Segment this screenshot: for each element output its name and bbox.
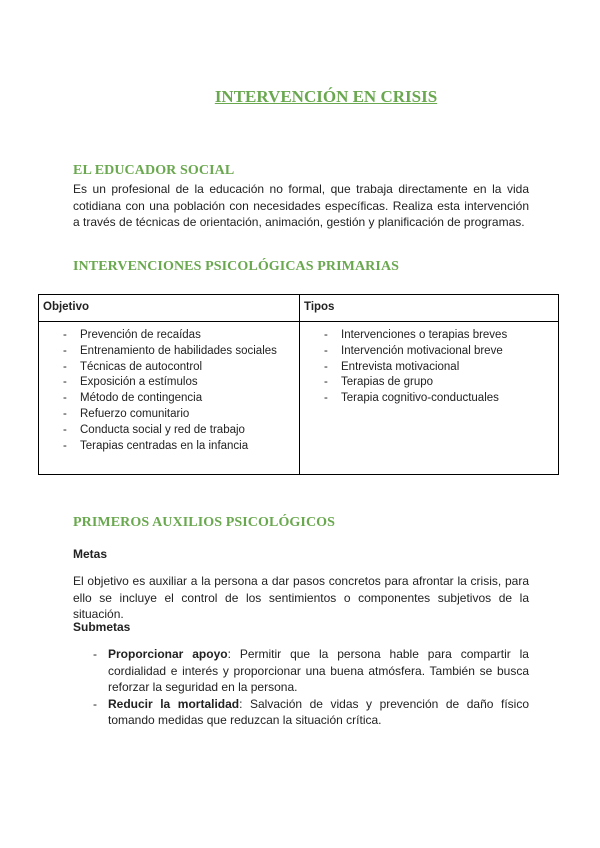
heading-educador-social: EL EDUCADOR SOCIAL bbox=[73, 163, 235, 178]
list-item: - Refuerzo comunitario bbox=[39, 407, 299, 423]
list-item: - Técnicas de autocontrol bbox=[39, 360, 299, 376]
submeta-text: : Salvación de vidas y prevención de daño físico tomando medidas que reduzcan la situación crítica. bbox=[108, 696, 529, 727]
list-item bbox=[73, 696, 529, 729]
list-item: - Prevención de recaídas bbox=[39, 328, 299, 344]
submeta-term: Proporcionar apoyo bbox=[108, 647, 228, 661]
list-item: - Intervenciones o terapias breves bbox=[300, 328, 558, 344]
submetas-label: Submetas bbox=[73, 620, 131, 634]
objetivos-cell bbox=[39, 322, 300, 475]
submetas-list bbox=[73, 646, 529, 729]
list-item: - Terapias centradas en la infancia bbox=[39, 439, 299, 455]
list-item: - Método de contingencia bbox=[39, 391, 299, 407]
list-item: - Entrenamiento de habilidades sociales bbox=[39, 344, 299, 360]
intervenciones-table bbox=[38, 294, 559, 475]
metas-label: Metas bbox=[73, 547, 108, 561]
list-item: - Terapia cognitivo-conductuales bbox=[300, 391, 558, 407]
list-item bbox=[73, 646, 529, 696]
submeta-term: Reducir la mortalidad bbox=[108, 696, 240, 711]
list-item: - Conducta social y red de trabajo bbox=[39, 423, 299, 439]
objetivos-list bbox=[39, 328, 299, 454]
list-item: - Exposición a estímulos bbox=[39, 375, 299, 391]
page-title: INTERVENCIÓN EN CRISIS bbox=[214, 87, 438, 106]
list-item: - Entrevista motivacional bbox=[300, 360, 558, 376]
submeta-text: : Permitir que la persona hable para compartir la cordialidad e interés y proporcionar una buena atmósfera. También se busca reforzar la seguridad en la persona. bbox=[108, 647, 529, 694]
column-header-tipos: Tipos bbox=[300, 295, 559, 322]
heading-intervenciones: INTERVENCIONES PSICOLÓGICAS PRIMARIAS bbox=[73, 259, 400, 274]
tipos-list bbox=[300, 328, 558, 407]
tipos-cell bbox=[300, 322, 559, 475]
column-header-objetivo: Objetivo bbox=[39, 295, 300, 322]
list-item: - Intervención motivacional breve bbox=[300, 344, 558, 360]
heading-primeros-auxilios: PRIMEROS AUXILIOS PSICOLÓGICOS bbox=[73, 515, 336, 530]
metas-paragraph: El objetivo es auxiliar a la persona a dar pasos concretos para afrontar la crisis, para ello se incluye el control de los sentimientos o componentes subjetivos de la situación. bbox=[73, 574, 529, 621]
educador-paragraph: Es un profesional de la educación no formal, que trabaja directamente en la vida cotidiana con una población con necesidades específicas. Realiza esta intervención a través de técnicas de orientación, animación, gestión y planificación de programas. bbox=[73, 182, 529, 229]
list-item: - Terapias de grupo bbox=[300, 375, 558, 391]
